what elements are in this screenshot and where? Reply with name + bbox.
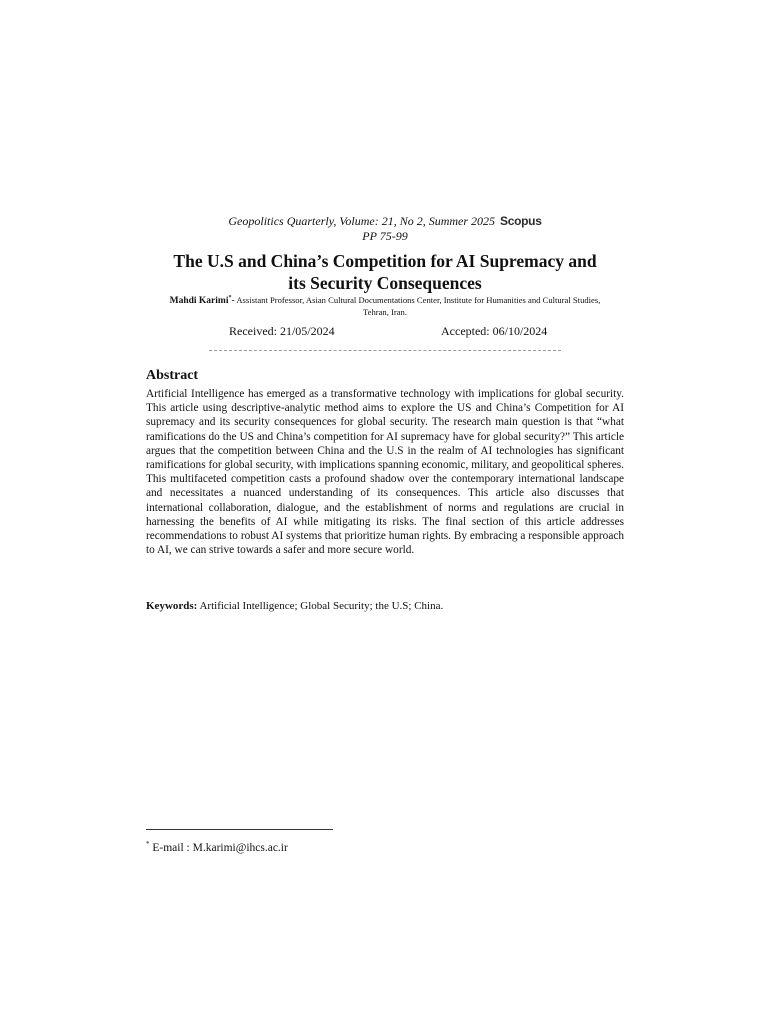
affiliation-text: Assistant Professor, Asian Cultural Documentations Center, Institute for Humanities and Cultural Studies, xyxy=(234,295,601,306)
author-name-text: Mahdi Karimi xyxy=(169,296,229,307)
page-range: PP 75-99 xyxy=(362,229,408,243)
footnote xyxy=(146,837,288,855)
article-title-line-2: its Security Consequences xyxy=(288,273,482,293)
accepted-date: Accepted: 06/10/2024 xyxy=(441,324,548,338)
author-line xyxy=(148,293,622,307)
journal-header xyxy=(145,214,625,244)
author-footnote-marker: * xyxy=(228,295,232,301)
author-name xyxy=(170,296,235,306)
abstract-heading: Abstract xyxy=(146,368,199,383)
keywords-label: Keywords: xyxy=(146,600,198,612)
author-email: E-mail : M.karimi@ihcs.ac.ir xyxy=(149,841,288,854)
scopus-logo: Scopus xyxy=(500,214,542,228)
journal-citation: Geopolitics Quarterly, Volume: 21, No 2, Summer 2025 xyxy=(228,214,496,228)
received-date: Received: 21/05/2024 xyxy=(229,324,335,338)
keywords-text: Artificial Intelligence; Global Security; the U.S; China. xyxy=(197,600,444,612)
affiliation-location: Tehran, Iran. xyxy=(362,307,407,318)
article-title xyxy=(140,250,630,294)
author-separator: - xyxy=(231,296,235,307)
footnote-divider xyxy=(146,829,333,830)
abstract-text: Artificial Intelligence has emerged as a transformative technology with implications for global security. This article using descriptive-analytic method aims to explore the US and China’s Competition for AI supremacy and its security consequences for global security. The research main question is that “what ramifications do the US and China’s competition for AI supremacy have for global security?” This article argues that the competition between China and the U.S in the realm of AI technologies has significant ramifications for global security, with implications spanning economic, military, and geopolitical spheres. This multifaceted competition casts a profound shadow over the contemporary international landscape and necessitates a nuanced understanding of its consequences. This article also discusses that international collaboration, dialogue, and the establishment of norms and regulations are crucial in harnessing the benefits of AI while mitigating its risks. The final section of this article addresses recommendations to robust AI systems that prioritize human rights. By embracing a responsible approach to AI, we can strive towards a safer and more secure world. xyxy=(146,388,624,557)
footnote-marker: * xyxy=(146,840,150,848)
journal-citation-line xyxy=(145,214,625,229)
keywords xyxy=(146,599,624,613)
article-title-line-1: The U.S and China’s Competition for AI Supremacy and xyxy=(173,251,597,271)
author-affiliation xyxy=(148,293,622,318)
header-divider xyxy=(209,350,561,351)
